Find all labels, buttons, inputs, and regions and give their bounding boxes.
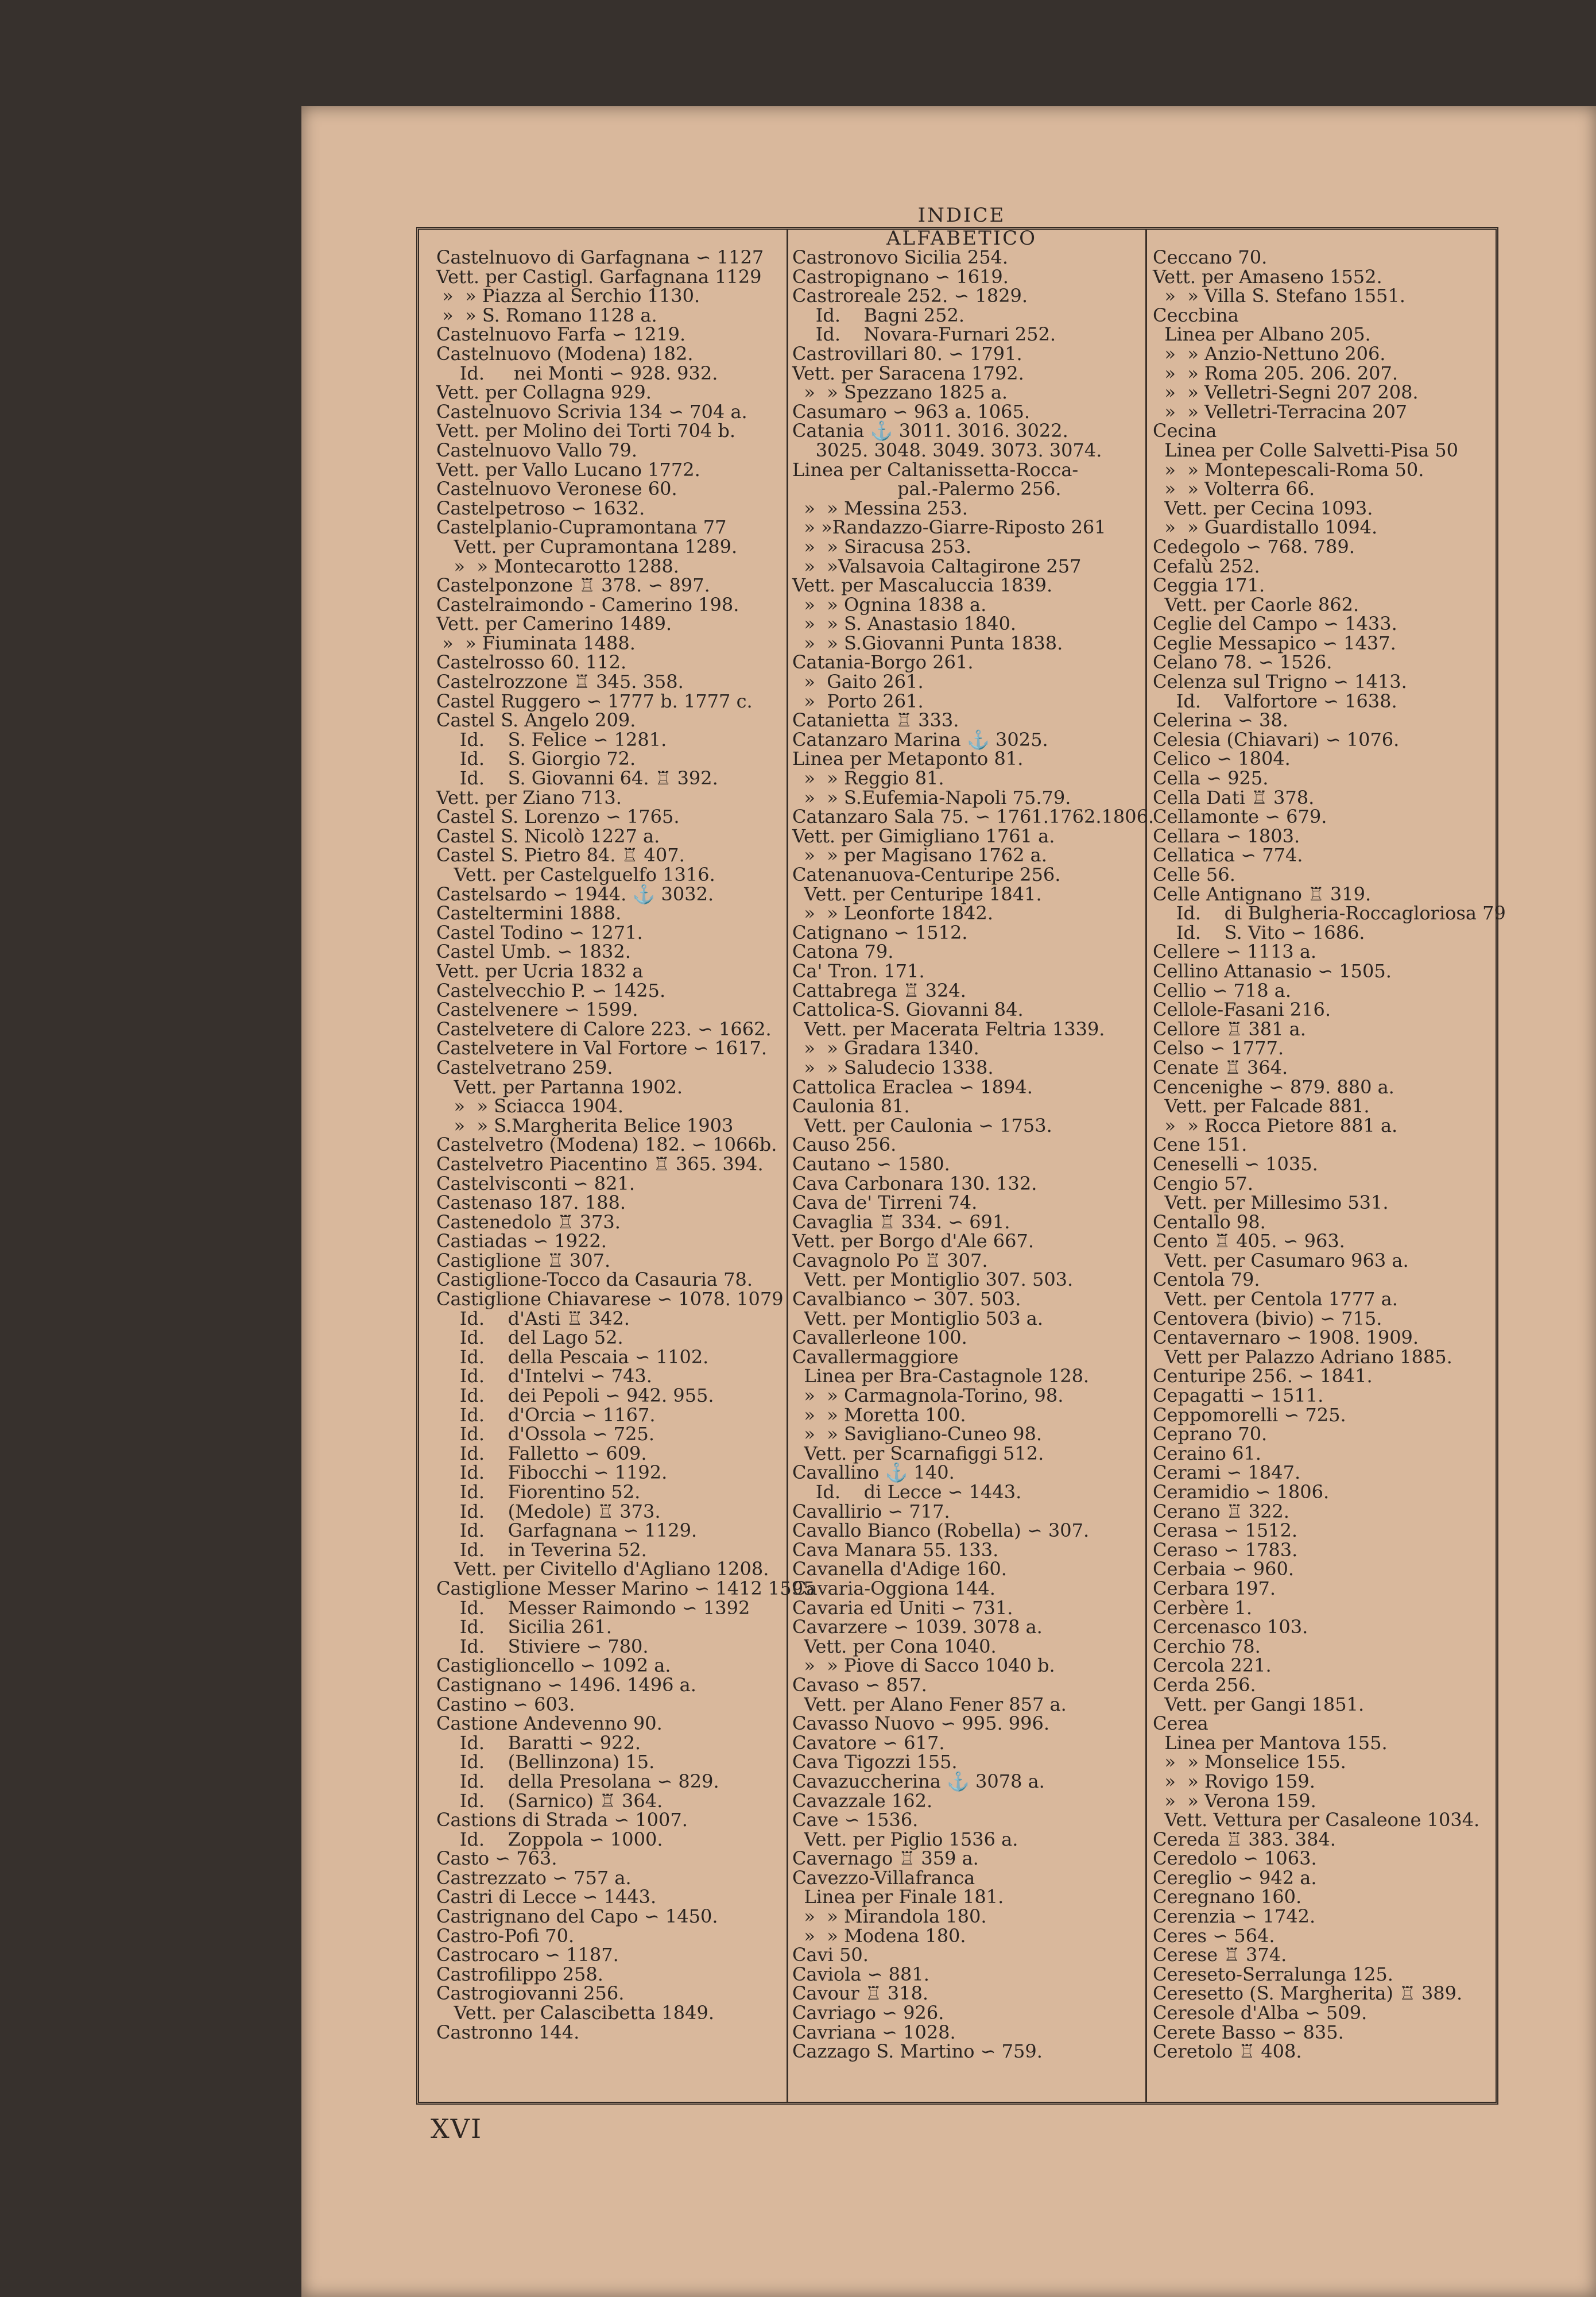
index-entry: Catanzaro Sala 75. ∽ 1761.1762.1806. — [792, 806, 1155, 828]
index-entry: Cecina — [1153, 420, 1217, 442]
index-entry: Id. Stiviere ∽ 780. — [436, 1635, 649, 1657]
index-entry: Id. Novara-Furnari 252. — [792, 323, 1056, 346]
index-entry: Vett. per Alano Fener 857 a. — [792, 1693, 1067, 1715]
column-divider — [1145, 230, 1147, 2102]
index-entry: Caviola ∽ 881. — [792, 1963, 929, 1985]
index-entry: Cereglio ∽ 942 a. — [1153, 1866, 1317, 1889]
index-entry: Catignano ∽ 1512. — [792, 921, 968, 943]
index-entry: Cento ♖ 405. ∽ 963. — [1153, 1230, 1345, 1252]
index-entry: » » Leonforte 1842. — [792, 902, 994, 925]
index-entry: Linea per Caltanissetta-Rocca- — [792, 458, 1079, 481]
index-entry: Castronno 144. — [436, 2021, 580, 2043]
index-entry: Castelponzone ♖ 378. ∽ 897. — [436, 574, 710, 597]
index-entry: Cattolica-S. Giovanni 84. — [792, 999, 1024, 1021]
index-entry: Catania ⚓ 3011. 3016. 3022. — [792, 420, 1068, 442]
index-entry: Cavazuccherina ⚓ 3078 a. — [792, 1770, 1045, 1792]
index-entry: Castiglione ♖ 307. — [436, 1249, 611, 1271]
index-entry: Cenate ♖ 364. — [1153, 1056, 1288, 1078]
index-entry: Centovera (bivio) ∽ 715. — [1153, 1307, 1382, 1329]
index-entry: Id. della Pescaia ∽ 1102. — [436, 1345, 709, 1368]
index-entry: Cattabrega ♖ 324. — [792, 979, 966, 1001]
index-entry: Castenedolo ♖ 373. — [436, 1211, 621, 1233]
index-entry: Castrocaro ∽ 1187. — [436, 1944, 619, 1966]
index-entry: » » Rovigo 159. — [1153, 1770, 1315, 1792]
index-entry: » » Saludecio 1338. — [792, 1056, 994, 1078]
index-entry: Id. S. Giovanni 64. ♖ 392. — [436, 767, 718, 790]
index-entry: Cavernago ♖ 359 a. — [792, 1847, 979, 1870]
index-entry: Castelrozzone ♖ 345. 358. — [436, 671, 684, 693]
index-entry: Id. del Lago 52. — [436, 1327, 623, 1349]
index-entry: Ceppomorelli ∽ 725. — [1153, 1403, 1346, 1426]
index-entry: Linea per Finale 181. — [792, 1886, 1004, 1908]
index-entry: » » Ognina 1838 a. — [792, 593, 987, 616]
index-entry: Cella ∽ 925. — [1153, 767, 1269, 790]
index-entry: Cautano ∽ 1580. — [792, 1153, 950, 1175]
index-entry: Castrogiovanni 256. — [436, 1982, 625, 2005]
index-entry: Vett. per Caorle 862. — [1153, 593, 1359, 616]
index-entry: Vett. per Gimigliano 1761 a. — [792, 825, 1055, 847]
index-frame — [416, 227, 1506, 2105]
index-entry: Castrovillari 80. ∽ 1791. — [792, 342, 1022, 365]
index-entry: Castelrosso 60. 112. — [436, 651, 627, 674]
index-entry: Cavallo Bianco (Robella) ∽ 307. — [792, 1519, 1090, 1542]
index-entry: Ceramidio ∽ 1806. — [1153, 1481, 1330, 1503]
index-entry: Vett. per Macerata Feltria 1339. — [792, 1018, 1105, 1040]
index-entry: » » Sciacca 1904. — [436, 1095, 624, 1117]
index-entry: Caulonia 81. — [792, 1095, 910, 1117]
index-entry: Vett. per Casumaro 963 a. — [1153, 1249, 1409, 1271]
index-entry: Ceresetto (S. Margherita) ♖ 389. — [1153, 1982, 1463, 2005]
index-entry: Vett. per Vallo Lucano 1772. — [436, 458, 700, 481]
index-entry: Id. d'Intelvi ∽ 743. — [436, 1365, 652, 1387]
index-entry: Castino ∽ 603. — [436, 1693, 575, 1715]
index-entry: Cavriago ∽ 926. — [792, 2002, 944, 2024]
index-entry: » » Verona 159. — [1153, 1789, 1316, 1812]
index-entry: Vett. per Falcade 881. — [1153, 1095, 1370, 1117]
column-divider — [787, 230, 788, 2102]
index-entry: » » Gradara 1340. — [792, 1037, 979, 1059]
index-entry: » » Piazza al Serchio 1130. — [436, 285, 700, 307]
index-column-2 — [792, 246, 1155, 2063]
index-entry: Cerese ♖ 374. — [1153, 1944, 1287, 1966]
page-header: INDICE ALFABETICO — [886, 204, 1037, 250]
index-entry: Celenza sul Trigno ∽ 1413. — [1153, 671, 1407, 693]
index-entry: Cave ∽ 1536. — [792, 1809, 919, 1831]
index-entry: Id. S. Vito ∽ 1686. — [1153, 921, 1365, 943]
index-entry: Castel S. Lorenzo ∽ 1765. — [436, 806, 680, 828]
index-entry: Ceregnano 160. — [1153, 1886, 1302, 1908]
page-number: XVI — [431, 2113, 483, 2144]
index-entry: Cavallermaggiore — [792, 1345, 959, 1368]
index-entry: Castrofilippo 258. — [436, 1963, 603, 1985]
index-entry: Castelraimondo - Camerino 198. — [436, 593, 739, 616]
index-entry: Vett per Palazzo Adriano 1885. — [1153, 1345, 1452, 1368]
index-entry: Castel Ruggero ∽ 1777 b. 1777 c. — [436, 690, 753, 712]
index-entry: Cerenzia ∽ 1742. — [1153, 1905, 1316, 1928]
index-entry: Celano 78. ∽ 1526. — [1153, 651, 1332, 674]
index-entry: Castropignano ∽ 1619. — [792, 265, 1009, 288]
index-entry: Cerda 256. — [1153, 1673, 1256, 1696]
index-entry: Castiadas ∽ 1922. — [436, 1230, 607, 1252]
index-entry: » » Rocca Pietore 881 a. — [1153, 1114, 1398, 1136]
index-entry: Castelnuovo Scrivia 134 ∽ 704 a. — [436, 400, 747, 423]
index-entry: Cavaria ed Uniti ∽ 731. — [792, 1596, 1013, 1619]
index-entry: Centola 79. — [1153, 1269, 1260, 1291]
index-entry: Cepagatti ∽ 1511. — [1153, 1385, 1324, 1407]
index-entry: Cava Tigozzi 155. — [792, 1751, 958, 1773]
index-entry: Castelnuovo (Modena) 182. — [436, 342, 694, 365]
index-entry: » Porto 261. — [792, 690, 924, 712]
index-entry: Castelsardo ∽ 1944. ⚓ 3032. — [436, 883, 714, 905]
index-entry: Castelvetere in Val Fortore ∽ 1617. — [436, 1037, 768, 1059]
index-entry: Ceccbina — [1153, 304, 1239, 326]
index-entry: Vett. per Cona 1040. — [792, 1635, 997, 1657]
index-entry: Ceccano 70. — [1153, 246, 1268, 268]
index-entry: » » Carmagnola-Torino, 98. — [792, 1385, 1064, 1407]
index-entry: Vett. per Molino dei Torti 704 b. — [436, 420, 736, 442]
index-entry: Cava de' Tirreni 74. — [792, 1192, 978, 1214]
index-entry: » » Savigliano-Cuneo 98. — [792, 1423, 1043, 1445]
index-entry: Vett. per Gangi 1851. — [1153, 1693, 1365, 1715]
index-entry: Cellere ∽ 1113 a. — [1153, 941, 1317, 963]
index-entry: Cellore ♖ 381 a. — [1153, 1018, 1306, 1040]
index-entry: Castro-Pofi 70. — [436, 1924, 575, 1947]
index-entry: Vett. per Centola 1777 a. — [1153, 1288, 1398, 1310]
index-entry: » » Spezzano 1825 a. — [792, 381, 1008, 404]
index-entry: Catanietta ♖ 333. — [792, 709, 959, 732]
index-entry: pal.-Palermo 256. — [792, 478, 1062, 500]
index-entry: Catona 79. — [792, 941, 894, 963]
index-entry: Casto ∽ 763. — [436, 1847, 557, 1870]
index-entry: » » Reggio 81. — [792, 767, 944, 790]
index-entry: » » Velletri-Segni 207 208. — [1153, 381, 1419, 404]
index-entry: Castel Todino ∽ 1271. — [436, 921, 643, 943]
index-entry: Ceraino 61. — [1153, 1442, 1261, 1464]
index-entry: Ceglie del Campo ∽ 1433. — [1153, 613, 1397, 635]
index-entry: Castrezzato ∽ 757 a. — [436, 1866, 632, 1889]
index-entry: Id. Fibocchi ∽ 1192. — [436, 1461, 668, 1484]
index-entry: Linea per Mantova 155. — [1153, 1731, 1388, 1754]
index-entry: » » Messina 253. — [792, 497, 968, 519]
index-entry: Cerano ♖ 322. — [1153, 1500, 1289, 1522]
index-entry: Castel Umb. ∽ 1832. — [436, 941, 631, 963]
index-entry: Id. Valfortore ∽ 1638. — [1153, 690, 1397, 712]
index-entry: Id. (Bellinzona) 15. — [436, 1751, 655, 1773]
index-entry: Id. Zoppola ∽ 1000. — [436, 1828, 663, 1850]
index-entry: Vett. per Montiglio 503 a. — [792, 1307, 1044, 1329]
index-entry: Cella Dati ♖ 378. — [1153, 786, 1315, 809]
index-entry: Cercola 221. — [1153, 1654, 1272, 1677]
index-entry: Casteltermini 1888. — [436, 902, 622, 925]
index-entry: » » Roma 205. 206. 207. — [1153, 362, 1399, 384]
index-entry: » » S.Eufemia-Napoli 75.79. — [792, 786, 1071, 809]
index-entry: Vett. per Amaseno 1552. — [1153, 265, 1382, 288]
index-entry: Cerbère 1. — [1153, 1596, 1253, 1619]
index-entry: Id. della Presolana ∽ 829. — [436, 1770, 719, 1792]
index-entry: Cereda ♖ 383. 384. — [1153, 1828, 1336, 1850]
index-entry: Castri di Lecce ∽ 1443. — [436, 1886, 657, 1908]
index-entry: Centallo 98. — [1153, 1211, 1266, 1233]
index-column-3 — [1153, 246, 1506, 2063]
index-entry: Casumaro ∽ 963 a. 1065. — [792, 400, 1031, 423]
index-entry: » »Randazzo-Giarre-Riposto 261 — [792, 516, 1106, 539]
index-entry: Vett. per Ziano 713. — [436, 786, 622, 809]
index-entry: Cencenighe ∽ 879. 880 a. — [1153, 1076, 1394, 1098]
index-entry: Vett. per Caulonia ∽ 1753. — [792, 1114, 1052, 1136]
index-entry: Celso ∽ 1777. — [1153, 1037, 1284, 1059]
index-entry: Linea per Metaponto 81. — [792, 748, 1024, 770]
index-entry: Castel S. Angelo 209. — [436, 709, 636, 732]
index-entry: Cerete Basso ∽ 835. — [1153, 2021, 1344, 2043]
index-entry: Vett. per Ucria 1832 a — [436, 960, 644, 982]
index-column-1 — [436, 246, 815, 2043]
index-entry: Castelvetere di Calore 223. ∽ 1662. — [436, 1018, 772, 1040]
index-entry: Cavaglia ♖ 334. ∽ 691. — [792, 1211, 1010, 1233]
index-entry: Vett. per Centuripe 1841. — [792, 883, 1042, 905]
index-entry: Id. di Lecce ∽ 1443. — [792, 1481, 1022, 1503]
index-entry: Vett. per Montiglio 307. 503. — [792, 1269, 1074, 1291]
index-entry: Catenanuova-Centuripe 256. — [792, 864, 1061, 885]
index-entry: » » Anzio-Nettuno 206. — [1153, 342, 1386, 365]
index-entry: Ceresole d'Alba ∽ 509. — [1153, 2002, 1368, 2024]
index-entry: Cellara ∽ 1803. — [1153, 825, 1300, 847]
index-entry: Castronovo Sicilia 254. — [792, 246, 1009, 268]
index-entry: Id. Garfagnana ∽ 1129. — [436, 1519, 698, 1542]
index-entry: Castelvetro (Modena) 182. ∽ 1066b. — [436, 1134, 777, 1156]
index-entry: Cedegolo ∽ 768. 789. — [1153, 535, 1355, 558]
index-entry: Castelvetrano 259. — [436, 1056, 613, 1078]
index-entry: Cengio 57. — [1153, 1172, 1254, 1194]
index-entry: Cavaso ∽ 857. — [792, 1673, 927, 1696]
index-entry: Cavasso Nuovo ∽ 995. 996. — [792, 1712, 1050, 1735]
index-entry: Ceres ∽ 564. — [1153, 1924, 1275, 1947]
index-entry: Cerami ∽ 1847. — [1153, 1461, 1301, 1484]
index-entry: Cava Manara 55. 133. — [792, 1538, 999, 1561]
index-entry: Castions di Strada ∽ 1007. — [436, 1809, 688, 1831]
index-entry: Cavalbianco ∽ 307. 503. — [792, 1288, 1021, 1310]
index-entry: Ceretolo ♖ 408. — [1153, 2040, 1302, 2063]
index-entry: » » S.Giovanni Punta 1838. — [792, 632, 1063, 654]
index-entry: Id. Baratti ∽ 922. — [436, 1731, 641, 1754]
index-entry: Vett. per Millesimo 531. — [1153, 1192, 1389, 1214]
index-entry: Castiglioncello ∽ 1092 a. — [436, 1654, 671, 1677]
index-entry: Cavazzale 162. — [792, 1789, 933, 1812]
index-entry: Castroreale 252. ∽ 1829. — [792, 285, 1028, 307]
index-entry: Vett. per Saracena 1792. — [792, 362, 1024, 384]
index-entry: Cavallino ⚓ 140. — [792, 1461, 955, 1484]
index-entry: Id. Bagni 252. — [792, 304, 965, 326]
index-entry: Castelvecchio P. ∽ 1425. — [436, 979, 666, 1001]
index-entry: Castelpetroso ∽ 1632. — [436, 497, 645, 519]
index-entry: » » Siracusa 253. — [792, 535, 971, 558]
index-entry: » » Fiuminata 1488. — [436, 632, 636, 654]
index-entry: Vett. per Collagna 929. — [436, 381, 652, 404]
index-entry: Castiglione Chiavarese ∽ 1078. 1079 — [436, 1288, 784, 1310]
index-entry: Vett. per Cupramontana 1289. — [436, 535, 738, 558]
index-entry: Vett. per Piglio 1536 a. — [792, 1828, 1018, 1850]
index-entry: Ceggia 171. — [1153, 574, 1265, 597]
index-entry: Castelvenere ∽ 1599. — [436, 999, 638, 1021]
index-entry: Ceglie Messapico ∽ 1437. — [1153, 632, 1396, 654]
index-entry: Vett. per Camerino 1489. — [436, 613, 672, 635]
index-entry: Cavi 50. — [792, 1944, 869, 1966]
index-entry: Id. S. Giorgio 72. — [436, 748, 636, 770]
index-entry: Ceraso ∽ 1783. — [1153, 1538, 1298, 1561]
index-entry: Castelnuovo Veronese 60. — [436, 478, 677, 500]
index-entry: Castelnuovo Farfa ∽ 1219. — [436, 323, 686, 346]
index-entry: Cazzago S. Martino ∽ 759. — [792, 2040, 1043, 2063]
index-entry: Cavaria-Oggiona 144. — [792, 1577, 995, 1599]
index-entry: Vett. per Scarnafiggi 512. — [792, 1442, 1044, 1464]
index-entry: Celerina ∽ 38. — [1153, 709, 1288, 732]
index-entry: Id. d'Ossola ∽ 725. — [436, 1423, 655, 1445]
index-entry: Ceprano 70. — [1153, 1423, 1268, 1445]
index-entry: Vett. per Civitello d'Agliano 1208. — [436, 1558, 769, 1580]
index-entry: Castelplanio-Cupramontana 77 — [436, 516, 727, 539]
index-entry: Linea per Albano 205. — [1153, 323, 1371, 346]
index-entry: Cerbaia ∽ 960. — [1153, 1558, 1294, 1580]
index-entry: Cavallerleone 100. — [792, 1327, 967, 1349]
index-entry: Id. dei Pepoli ∽ 942. 955. — [436, 1385, 714, 1407]
index-entry: Cellole-Fasani 216. — [1153, 999, 1331, 1021]
index-entry: Cercenasco 103. — [1153, 1616, 1308, 1638]
index-entry: Ceredolo ∽ 1063. — [1153, 1847, 1317, 1870]
index-entry: » » Monselice 155. — [1153, 1751, 1346, 1773]
index-entry: » » Moretta 100. — [792, 1403, 966, 1426]
index-entry: Id. d'Asti ♖ 342. — [436, 1307, 630, 1329]
index-entry: Vett. per Calascibetta 1849. — [436, 2002, 715, 2024]
index-entry: » » Piove di Sacco 1040 b. — [792, 1654, 1055, 1677]
index-entry: Id. in Teverina 52. — [436, 1538, 647, 1561]
index-entry: 3025. 3048. 3049. 3073. 3074. — [792, 439, 1102, 461]
index-entry: Castelnuovo di Garfagnana ∽ 1127 — [436, 246, 764, 268]
index-entry: Vett. per Borgo d'Ale 667. — [792, 1230, 1035, 1252]
index-entry: Causo 256. — [792, 1134, 897, 1156]
index-entry: » » Guardistallo 1094. — [1153, 516, 1378, 539]
index-entry: Castiglione-Tocco da Casauria 78. — [436, 1269, 753, 1291]
index-entry: Vett. Vettura per Casaleone 1034. — [1153, 1809, 1480, 1831]
index-entry: Celle Antignano ♖ 319. — [1153, 883, 1372, 905]
index-entry: Castrignano del Capo ∽ 1450. — [436, 1905, 718, 1928]
index-entry: Castel S. Nicolò 1227 a. — [436, 825, 660, 847]
index-entry: Id. (Medole) ♖ 373. — [436, 1500, 661, 1522]
index-entry: Vett. per Castigl. Garfagnana 1129 — [436, 265, 762, 288]
index-entry: Ca' Tron. 171. — [792, 960, 925, 982]
index-entry: » » Mirandola 180. — [792, 1905, 987, 1928]
index-entry: Vett. per Mascaluccia 1839. — [792, 574, 1053, 597]
index-entry: Cefalù 252. — [1153, 555, 1260, 577]
index-entry: Cerbara 197. — [1153, 1577, 1276, 1599]
index-entry: Cava Carbonara 130. 132. — [792, 1172, 1037, 1194]
index-entry: Castiglione Messer Marino ∽ 1412 1595 — [436, 1577, 815, 1599]
index-entry: Cavallirio ∽ 717. — [792, 1500, 950, 1522]
index-entry: Linea per Colle Salvetti-Pisa 50 — [1153, 439, 1459, 461]
index-entry: » Gaito 261. — [792, 671, 924, 693]
index-entry: » »Valsavoia Caltagirone 257 — [792, 555, 1082, 577]
index-entry: Id. d'Orcia ∽ 1167. — [436, 1403, 656, 1426]
index-entry: Ceneselli ∽ 1035. — [1153, 1153, 1318, 1175]
index-entry: Cavezzo-Villafranca — [792, 1866, 975, 1889]
index-entry: » » Villa S. Stefano 1551. — [1153, 285, 1405, 307]
index-entry: Cerchio 78. — [1153, 1635, 1261, 1657]
index-entry: Catania-Borgo 261. — [792, 651, 974, 674]
index-entry: » » S.Margherita Belice 1903 — [436, 1114, 734, 1136]
index-entry: Vett. per Cecina 1093. — [1153, 497, 1373, 519]
index-entry: Cattolica Eraclea ∽ 1894. — [792, 1076, 1033, 1098]
index-entry: Castelvetro Piacentino ♖ 365. 394. — [436, 1153, 764, 1175]
index-entry: » » Volterra 66. — [1153, 478, 1315, 500]
index-entry: Cerea — [1153, 1712, 1208, 1735]
index-entry: Linea per Bra-Castagnole 128. — [792, 1365, 1090, 1387]
index-entry: Cellamonte ∽ 679. — [1153, 806, 1327, 828]
index-entry: Vett. per Partanna 1902. — [436, 1076, 683, 1098]
index-entry: Centavernaro ∽ 1908. 1909. — [1153, 1327, 1419, 1349]
index-entry: Cellino Attanasio ∽ 1505. — [1153, 960, 1392, 982]
index-entry: Id. S. Felice ∽ 1281. — [436, 728, 667, 751]
index-entry: Castelvisconti ∽ 821. — [436, 1172, 636, 1194]
index-entry: Cavatore ∽ 617. — [792, 1731, 945, 1754]
index-entry: Id. Messer Raimondo ∽ 1392 — [436, 1596, 750, 1619]
index-entry: » » S. Anastasio 1840. — [792, 613, 1016, 635]
index-entry: Id. Fiorentino 52. — [436, 1481, 641, 1503]
index-entry: Id. di Bulgheria-Roccagloriosa 79 — [1153, 902, 1506, 925]
index-entry: Centuripe 256. ∽ 1841. — [1153, 1365, 1373, 1387]
index-entry: Id. Falletto ∽ 609. — [436, 1442, 647, 1464]
index-entry: » » Modena 180. — [792, 1924, 966, 1947]
index-entry: » » Montepescali-Roma 50. — [1153, 458, 1424, 481]
index-entry: Id. Sicilia 261. — [436, 1616, 612, 1638]
index-entry: Castelnuovo Vallo 79. — [436, 439, 638, 461]
index-entry: Cerasa ∽ 1512. — [1153, 1519, 1298, 1542]
index-entry: Castignano ∽ 1496. 1496 a. — [436, 1673, 696, 1696]
index-entry: Celesia (Chiavari) ∽ 1076. — [1153, 728, 1400, 751]
index-entry: Cavagnolo Po ♖ 307. — [792, 1249, 988, 1271]
index-entry: Catanzaro Marina ⚓ 3025. — [792, 728, 1048, 751]
index-entry: » » S. Romano 1128 a. — [436, 304, 657, 326]
index-entry: Cellio ∽ 718 a. — [1153, 979, 1292, 1001]
index-entry: Cavarzere ∽ 1039. 3078 a. — [792, 1616, 1043, 1638]
index-entry: Cene 151. — [1153, 1134, 1248, 1156]
index-entry: Id. (Sarnico) ♖ 364. — [436, 1789, 663, 1812]
index-entry: » » per Magisano 1762 a. — [792, 844, 1047, 867]
index-entry: Cavour ♖ 318. — [792, 1982, 929, 2005]
index-entry: Id. nei Monti ∽ 928. 932. — [436, 362, 718, 384]
index-entry: Vett. per Castelguelfo 1316. — [436, 864, 715, 885]
index-entry: Cellatica ∽ 774. — [1153, 844, 1303, 867]
index-entry: Castione Andevenno 90. — [436, 1712, 663, 1735]
index-entry: Castel S. Pietro 84. ♖ 407. — [436, 844, 685, 867]
index-entry: Cavanella d'Adige 160. — [792, 1558, 1007, 1580]
index-entry: » » Montecarotto 1288. — [436, 555, 679, 577]
index-entry: Cavriana ∽ 1028. — [792, 2021, 956, 2043]
index-entry: Castenaso 187. 188. — [436, 1192, 626, 1214]
index-entry: Cereseto-Serralunga 125. — [1153, 1963, 1393, 1985]
index-entry: Celico ∽ 1804. — [1153, 748, 1291, 770]
index-entry: Celle 56. — [1153, 864, 1235, 885]
index-entry: » » Velletri-Terracina 207 — [1153, 400, 1408, 423]
